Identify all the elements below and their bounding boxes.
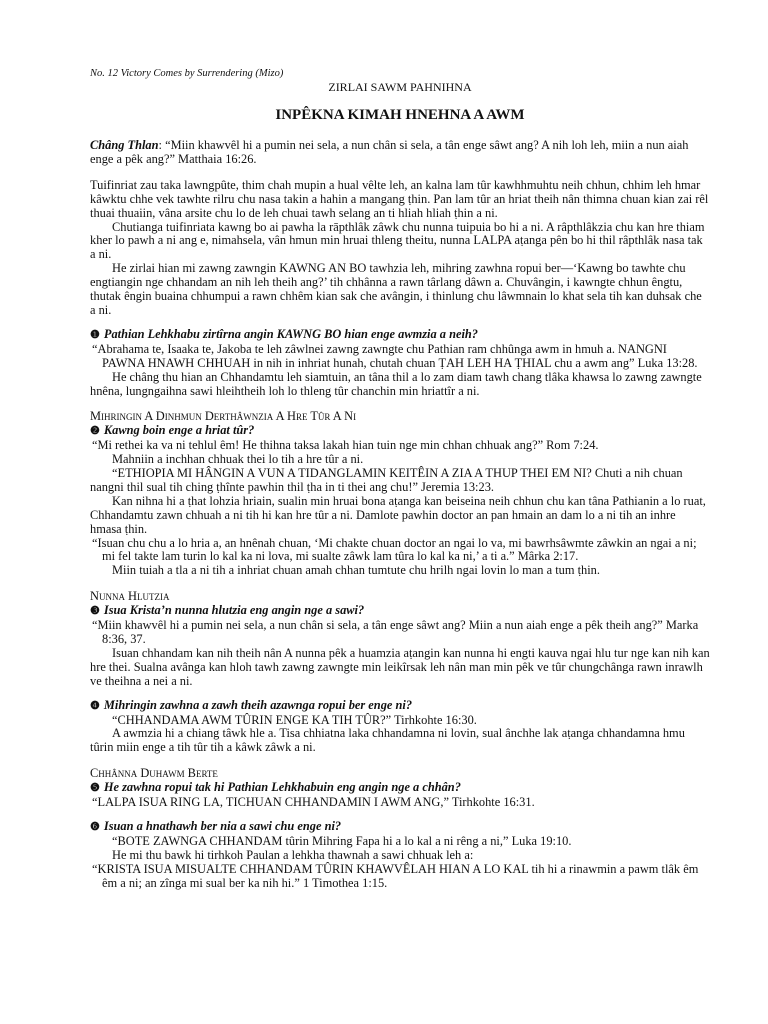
question-6: ❻ Isuan a hnathawh ber nia a sawi chu enge ni? — [90, 818, 342, 833]
section-heading-5: Chhânna Duhawm Berte — [90, 766, 218, 781]
paragraph-2: Chutianga tuifinriata kawng bo ai pawha la rāpthlâk zâwk chu nunna tuipuia bo hi a ni. A râpthlâkzia chu kan hre thiam kher lo pawh a ni ang e, nimahsela, vân hmun min hruai thleng theitu, nunna LALPA aṭanga pên bo hi thil râpthlâk nasa tak a ni. — [90, 219, 705, 262]
question-5: ❺ He zawhna ropui tak hi Pathian Lehkhabuin eng angin nge a chhân? — [90, 780, 461, 795]
intro-verse — [90, 139, 710, 167]
section-heading-2: Mihringin A Dinhmun Derthâwnzia A Hre Tûr A Ni — [90, 409, 357, 424]
question-1-number: ❶ — [90, 328, 100, 341]
answer-3-text: Isuan chhandam kan nih theih nân A nunna pêk a huamzia aṭangin kan nunna hi engti kauva ngai hlu tur nge kan nih kan hre thei. Sualna avânga kan hloh tawh zawng zawngte min leikîrsak leh nân man min pêk ve tûr chungchânga rawn inrawlh ve theihna a nei a ni. — [90, 645, 710, 688]
lesson-number: ZIRLAI SAWM PAHNIHNA — [328, 80, 472, 94]
answer-2-text-3: Miin tuiah a tla a ni tih a inhriat chuan amah chhan tumtute chu hrilh ngai lovin lo man a tum ṭhin. — [112, 563, 600, 578]
question-2-number: ❷ — [90, 425, 100, 438]
intro-text: : “Miin khawvêl hi a pumin nei sela, a nun chân si sela, a tân enge sâwt ang? A nih loh leh, miin a nun aiah enge a pêk ang?” Matthaia 16:26. — [90, 138, 689, 166]
question-2: ❷ Kawng boin enge a hriat tûr? — [90, 423, 255, 438]
answer-2-text-1: Mahniin a inchhan chhuak thei lo tih a hre tûr a ni. — [112, 452, 364, 467]
question-3: ❸ Isua Krista’n nunna hlutzia eng angin nge a sawi? — [90, 603, 365, 618]
answer-3-verse: “Miin khawvêl hi a pumin nei sela, a nun chân si sela, a tân enge sâwt ang? Miin a nun aiah enge a pêk theih ang?” Marka 8:36, 37. — [92, 618, 699, 646]
answer-5-verse: “LALPA ISUA RING LA, TICHUAN CHHANDAMIN I AWM ANG,” Tirhkohte 16:31. — [92, 795, 535, 810]
series-header: No. 12 Victory Comes by Surrendering (Mizo) — [90, 68, 284, 79]
page-title: INPÊKNA KIMAH HNEHNA A AWM — [275, 107, 525, 123]
answer-6-verse-1: “BOTE ZAWNGA CHHANDAM tûrin Mihring Fapa hi a lo kal a ni rêng a ni,” Luka 19:10. — [112, 833, 572, 848]
answer-1-verse: “Abrahama te, Isaaka te, Jakoba te leh zâwlnei zawng zawngte chu Pathian ram chhûnga awm in hmuh a. NANGNI PAWNA HNAWH CHHUAH in nih in inhriat hunah, chutah chuan ṬAH LEH HA ṬHIAL chu a awm ang” Luka 13:28. — [92, 341, 698, 370]
answer-2-verse-3: “Isuan chu chu a lo hria a, an hnênah chuan, ‘Mi chakte chuan doctor an ngai lo va, mi bawrhsâwmte zâwkin an ngai a ni; mi fel takte lam turin lo kal ka ni lova, mi sualte zâwk lam tûra lo kal ka ni,’ a ti a.” Mârka 2:17. — [92, 535, 697, 564]
answer-1-text: He châng thu hian an Chhandamtu leh siamtuin, an tâna thil a lo zam diam tawh chang tlâka khawsa lo zawng zawngte hnêna, lungngaihna sawi hleihtheih loh lo thleng tûr chanchin min hriattîr a ni. — [90, 369, 702, 398]
answer-2-verse-1: “Mi rethei ka va ni tehlul êm! He thihna taksa lakah hian tuin nge min chhan chhuak ang?” Rom 7:24. — [92, 438, 599, 453]
answer-4-verse: “CHHANDAMA AWM TÛRIN ENGE KA TIH TÛR?” Tirhkohte 16:30. — [112, 712, 477, 727]
section-heading-3: Nunna Hlutzia — [90, 589, 170, 604]
answer-6-text: He mi thu bawk hi tirhkoh Paulan a lehkha thawnah a sawi chhuak leh a: — [112, 847, 474, 862]
document-page — [90, 68, 710, 891]
question-6-number: ❻ — [90, 820, 100, 833]
question-4-number: ❹ — [90, 699, 100, 712]
question-3-number: ❸ — [90, 605, 100, 618]
answer-4-text: A awmzia hi a chiang tâwk hle a. Tisa chhiatna laka chhandamna ni lovin, sual ânchhe lak aṭanga chhandamna hmu tûrin miin enge a tih tûr tih a kâwk zâwk a ni. — [90, 726, 685, 755]
answer-2-verse-2: “ETHIOPIA MI HÂNGIN A VUN A TIDANGLAMIN KEITÊIN A ZIA A THUP THEI EM NI? Chuti a nih chuan nangni thil sual tih ching ṭhînte pawhin thil ṭha in ti thei ang chu!” Jeremia 13:23. — [90, 466, 683, 494]
answer-2-text-2: Kan nihna hi a ṭhat lohzia hriain, sualin min hruai bona aṭanga kan beiseina neih chhun chu kan tâna Pathianin a lo ruat, Chhandamtu zawn chhuah a ni tih hi kan hre tûr a ni. Damlote pawhin doctor an pan hmain an dam lo a ni tih an inhre hmasa ṭhin. — [90, 493, 706, 536]
question-4: ❹ Mihringin zawhna a zawh theih azawnga ropui ber enge ni? — [90, 697, 413, 712]
paragraph-3: He zirlai hian mi zawng zawngin KAWNG AN BO tawhzia leh, mihring zawhna ropui ber—‘Kawng bo tawhte chu engtiangin nge chhandam an nih leh theih ang?’ tih chhânna a rawn târlang dâwn a. Chuvângin, i kawngte chhun êngtu, thutak êngin buaina chhumpui a rawn chhêm kian sak che avângin, i thinlung chu lâwmnain lo khat sela tih kan duhsak che a ni. — [90, 261, 702, 317]
question-1: ❶ Pathian Lehkhabu zirtîrna angin KAWNG BO hian enge awmzia a neih? — [90, 326, 478, 341]
question-5-number: ❺ — [90, 782, 100, 795]
paragraph-1: Tuifinriat zau taka lawngpûte, thim chah mupin a hual vêlte leh, an kalna lam tûr kawhhmuhtu neih chhun, chhim leh hmar kâwktu chhe vek tawhte rilru chu nasa takin a hahin a mangang ṭhin. Pan lam tûr an hriat theih nân thimna chuan kian zai rêl thuai thuaiin, vâna arsite chu lo de leh chuai tawh selang an ti hliah hliah ṭhin a ni. — [90, 177, 709, 220]
intro-label: Châng Thlan — [90, 138, 159, 152]
answer-6-verse-2: “KRISTA ISUA MISUALTE CHHANDAM TÛRIN KHAWVÊLAH HIAN A LO KAL tih hi a rinawmin a pawm tlâk êm êm a ni; an zînga mi sual ber ka nih hi.” 1 Timothea 1:15. — [92, 861, 699, 890]
